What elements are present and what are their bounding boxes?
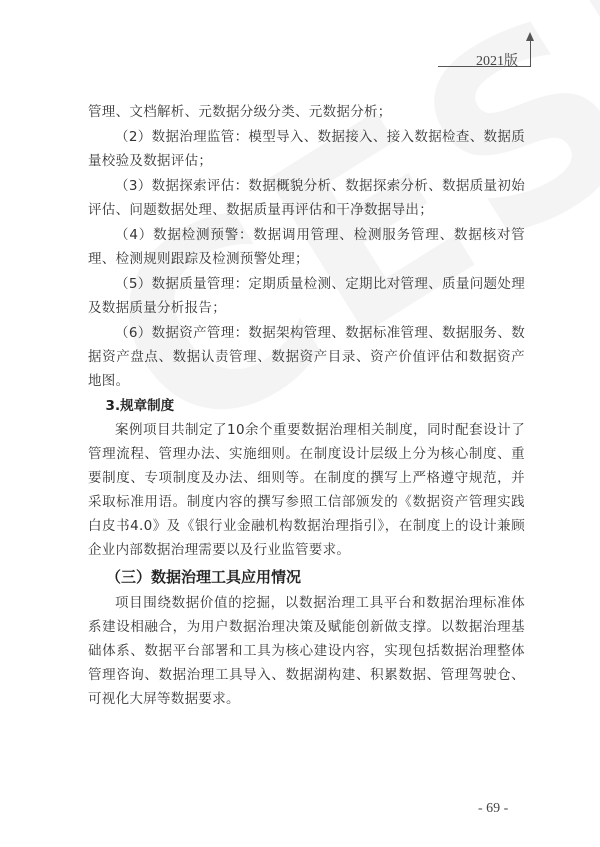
page-number: - 69 -: [478, 801, 509, 816]
list-item: （5）数据质量管理：定期质量检测、定期比对管理、质量问题处理及数据质量分析报告；: [88, 276, 525, 316]
list-item-continuation: 管理、文档解析、元数据分级分类、元数据分析；: [88, 104, 392, 120]
list-item: （3）数据探索评估：数据概貌分析、数据探索分析、数据质量初始评估、问题数据处理、数据质量再评估和干净数据导出；: [88, 178, 525, 218]
page-content: [88, 100, 525, 712]
header-rule: [438, 66, 530, 67]
subheading: 3.规章制度: [105, 398, 175, 414]
list-item: （6）数据资产管理：数据架构管理、数据标准管理、数据服务、数据资产盘点、数据认责管理、数据资产目录、资产价值评估和数据资产地图。: [88, 325, 525, 389]
up-arrow-icon: [526, 32, 534, 41]
header-arrow-stem: [530, 40, 531, 67]
list-item: （4）数据检测预警：数据调用管理、检测服务管理、数据核对管理、检测规则跟踪及检测预警处理；: [88, 227, 525, 267]
edition-label: 2021版: [476, 54, 518, 69]
section-heading: （三）数据治理工具应用情况: [106, 568, 302, 586]
list-item: （2）数据治理监管：模型导入、数据接入、接入数据检查、数据质量校验及数据评估；: [88, 129, 525, 169]
rules-paragraph: 案例项目共制定了10余个重要数据治理相关制度，同时配套设计了管理流程、管理办法、实施细则。在制度设计层级上分为核心制度、重要制度、专项制度及办法、细则等。在制度的撰写上严格遵守规范，并采取标准用语。制度内容的撰写参照工信部颁发的《数据资产管理实践白皮书4.0》及《银行业金融机构数据治理指引》，在制度上的设计兼顾企业内部数据治理需要以及行业监管要求。: [88, 422, 525, 558]
tools-paragraph: 项目围绕数据价值的挖掘，以数据治理工具平台和数据治理标准体系建设相融合，为用户数据治理决策及赋能创新做支撑。以数据治理基础体系、数据平台部署和工具为核心建设内容，实现包括数据治理整体管理咨询、数据治理工具导入、数据湖构建、积累数据、管理驾驶仓、可视化大屏等数据要求。: [88, 595, 525, 707]
